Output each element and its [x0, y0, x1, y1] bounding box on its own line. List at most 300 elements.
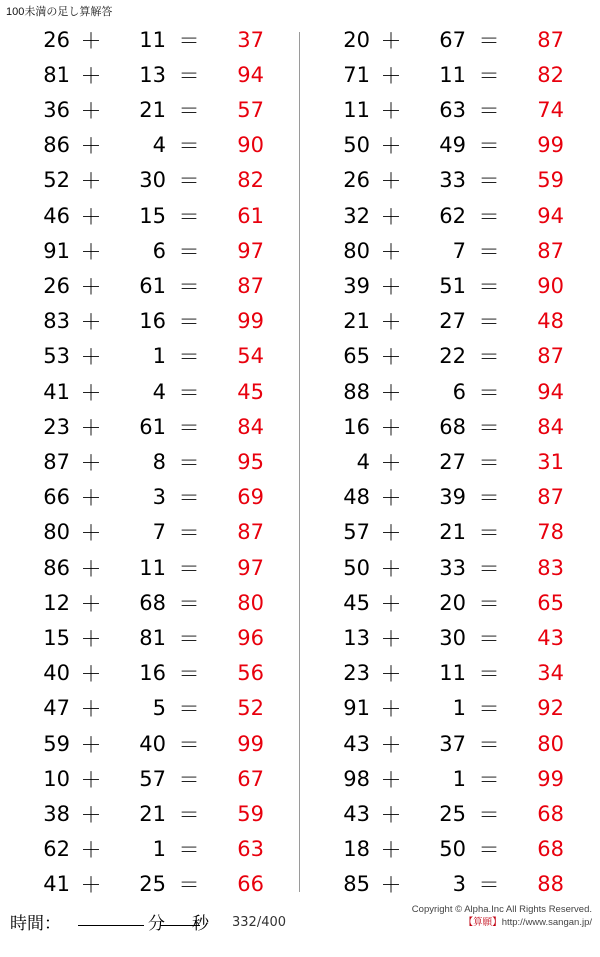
answer-value: 88	[537, 872, 564, 897]
answer-value: 87	[537, 485, 564, 510]
problem-row	[10, 374, 290, 409]
plus-icon: ＋	[80, 415, 102, 440]
operand-b: 6	[452, 379, 466, 404]
problem-row	[10, 409, 290, 444]
problem-row	[10, 726, 290, 761]
operand-b: 27	[439, 309, 466, 334]
plus-icon: ＋	[380, 697, 402, 722]
problem-row	[310, 726, 590, 761]
operand-b: 50	[439, 837, 466, 862]
operand-a: 16	[343, 414, 370, 439]
operand-b: 5	[152, 696, 166, 721]
answer-value: 61	[237, 203, 264, 228]
problem-row	[310, 761, 590, 796]
operand-b: 25	[139, 872, 166, 897]
answer-value: 68	[537, 837, 564, 862]
operand-b: 22	[439, 344, 466, 369]
plus-icon: ＋	[80, 873, 102, 898]
equals-icon: ＝	[478, 310, 500, 335]
equals-icon: ＝	[178, 486, 200, 511]
operand-b: 57	[139, 766, 166, 791]
problem-row	[10, 339, 290, 374]
plus-icon: ＋	[80, 662, 102, 687]
plus-icon: ＋	[80, 451, 102, 476]
problem-row	[310, 339, 590, 374]
answer-value: 45	[237, 379, 264, 404]
operand-b: 13	[139, 62, 166, 87]
problem-row	[10, 515, 290, 550]
problem-row	[310, 832, 590, 867]
plus-icon: ＋	[380, 28, 402, 53]
operand-a: 39	[343, 274, 370, 299]
operand-b: 33	[439, 168, 466, 193]
page-number: 332/400	[232, 915, 287, 930]
answer-value: 48	[537, 309, 564, 334]
problem-row	[10, 656, 290, 691]
answer-value: 84	[237, 414, 264, 439]
operand-a: 62	[43, 837, 70, 862]
operand-b: 8	[152, 450, 166, 475]
answer-value: 90	[237, 133, 264, 158]
answer-value: 66	[237, 872, 264, 897]
equals-icon: ＝	[478, 521, 500, 546]
operand-a: 41	[43, 872, 70, 897]
operand-a: 18	[343, 837, 370, 862]
answer-value: 99	[237, 309, 264, 334]
time-label: 時間：	[10, 914, 61, 934]
operand-a: 20	[343, 27, 370, 52]
equals-icon: ＝	[178, 662, 200, 687]
operand-a: 12	[43, 590, 70, 615]
answer-value: 74	[537, 98, 564, 122]
operand-b: 68	[439, 414, 466, 439]
operand-b: 11	[439, 661, 466, 686]
answer-value: 97	[237, 555, 264, 580]
operand-b: 33	[439, 555, 466, 580]
plus-icon: ＋	[380, 275, 402, 300]
operand-a: 26	[343, 168, 370, 193]
plus-icon: ＋	[380, 345, 402, 370]
operand-a: 50	[343, 133, 370, 158]
minutes-blank	[78, 925, 144, 926]
answer-value: 99	[537, 766, 564, 791]
answer-value: 82	[237, 168, 264, 193]
operand-a: 46	[43, 203, 70, 228]
plus-icon: ＋	[380, 873, 402, 898]
problem-row	[310, 268, 590, 303]
problem-row	[10, 163, 290, 198]
operand-b: 1	[152, 344, 166, 369]
equals-icon: ＝	[478, 627, 500, 652]
operand-b: 49	[439, 133, 466, 158]
answer-value: 87	[237, 274, 264, 299]
equals-icon: ＝	[478, 415, 500, 440]
operand-b: 21	[139, 98, 166, 122]
answer-value: 80	[237, 590, 264, 615]
operand-b: 1	[452, 766, 466, 791]
problem-row	[310, 128, 590, 163]
plus-icon: ＋	[380, 627, 402, 652]
answer-value: 34	[537, 661, 564, 686]
page-footer	[0, 895, 600, 957]
plus-icon: ＋	[380, 63, 402, 88]
plus-icon: ＋	[380, 204, 402, 229]
operand-b: 30	[139, 168, 166, 193]
plus-icon: ＋	[380, 521, 402, 546]
operand-a: 80	[43, 520, 70, 545]
answer-value: 65	[537, 590, 564, 615]
equals-icon: ＝	[178, 767, 200, 792]
plus-icon: ＋	[380, 239, 402, 264]
operand-a: 66	[43, 485, 70, 510]
equals-icon: ＝	[178, 838, 200, 863]
plus-icon: ＋	[380, 486, 402, 511]
equals-icon: ＝	[478, 345, 500, 370]
operand-a: 98	[343, 766, 370, 791]
plus-icon: ＋	[80, 627, 102, 652]
operand-b: 25	[439, 802, 466, 827]
equals-icon: ＝	[178, 591, 200, 616]
equals-icon: ＝	[478, 204, 500, 229]
second-unit-label: 秒	[192, 914, 209, 934]
equals-icon: ＝	[478, 99, 500, 123]
equals-icon: ＝	[478, 239, 500, 264]
plus-icon: ＋	[380, 415, 402, 440]
operand-a: 81	[43, 62, 70, 87]
equals-icon: ＝	[478, 873, 500, 898]
problem-row	[310, 515, 590, 550]
answer-value: 99	[537, 133, 564, 158]
operand-a: 13	[343, 626, 370, 651]
answer-value: 94	[237, 62, 264, 87]
plus-icon: ＋	[380, 169, 402, 194]
plus-icon: ＋	[80, 380, 102, 405]
plus-icon: ＋	[80, 204, 102, 229]
answer-value: 56	[237, 661, 264, 686]
problem-row	[310, 198, 590, 233]
plus-icon: ＋	[380, 838, 402, 863]
answer-value: 87	[537, 27, 564, 52]
operand-a: 86	[43, 555, 70, 580]
plus-icon: ＋	[380, 767, 402, 792]
equals-icon: ＝	[178, 28, 200, 53]
operand-b: 30	[439, 626, 466, 651]
problem-columns	[0, 22, 600, 902]
operand-a: 88	[343, 379, 370, 404]
operand-b: 6	[152, 238, 166, 263]
plus-icon: ＋	[80, 28, 102, 53]
operand-b: 7	[152, 520, 166, 545]
problem-row	[10, 620, 290, 655]
answer-value: 87	[237, 520, 264, 545]
equals-icon: ＝	[478, 662, 500, 687]
operand-b: 37	[439, 731, 466, 756]
equals-icon: ＝	[178, 873, 200, 898]
equals-icon: ＝	[178, 63, 200, 88]
equals-icon: ＝	[478, 486, 500, 511]
right-problem-column	[300, 22, 600, 902]
answer-value: 87	[537, 344, 564, 369]
equals-icon: ＝	[478, 169, 500, 194]
operand-a: 87	[43, 450, 70, 475]
copyright-block	[412, 903, 592, 929]
problem-row	[10, 57, 290, 92]
operand-a: 36	[43, 98, 70, 122]
operand-a: 45	[343, 590, 370, 615]
operand-b: 4	[152, 379, 166, 404]
equals-icon: ＝	[178, 521, 200, 546]
equals-icon: ＝	[178, 803, 200, 828]
operand-a: 15	[43, 626, 70, 651]
page-title: 100未満の足し算解答	[6, 6, 113, 18]
plus-icon: ＋	[80, 697, 102, 722]
problem-row	[10, 761, 290, 796]
plus-icon: ＋	[80, 99, 102, 123]
plus-icon: ＋	[380, 556, 402, 581]
equals-icon: ＝	[478, 63, 500, 88]
plus-icon: ＋	[380, 591, 402, 616]
plus-icon: ＋	[80, 521, 102, 546]
operand-a: 65	[343, 344, 370, 369]
answer-value: 92	[537, 696, 564, 721]
answer-value: 94	[537, 379, 564, 404]
operand-b: 11	[139, 555, 166, 580]
problem-row	[310, 620, 590, 655]
left-problem-column	[0, 22, 300, 902]
answer-value: 95	[237, 450, 264, 475]
operand-b: 67	[439, 27, 466, 52]
plus-icon: ＋	[80, 556, 102, 581]
answer-value: 82	[537, 62, 564, 87]
answer-value: 59	[537, 168, 564, 193]
equals-icon: ＝	[478, 591, 500, 616]
answer-value: 97	[237, 238, 264, 263]
operand-a: 43	[343, 731, 370, 756]
operand-b: 3	[452, 872, 466, 897]
operand-a: 83	[43, 309, 70, 334]
plus-icon: ＋	[380, 99, 402, 123]
problem-row	[10, 480, 290, 515]
plus-icon: ＋	[80, 239, 102, 264]
operand-a: 38	[43, 802, 70, 827]
operand-a: 57	[343, 520, 370, 545]
equals-icon: ＝	[178, 732, 200, 757]
operand-a: 59	[43, 731, 70, 756]
answer-value: 83	[537, 555, 564, 580]
operand-a: 43	[343, 802, 370, 827]
plus-icon: ＋	[80, 732, 102, 757]
problem-row	[10, 233, 290, 268]
equals-icon: ＝	[178, 627, 200, 652]
answer-value: 59	[237, 802, 264, 827]
operand-a: 91	[343, 696, 370, 721]
problem-row	[310, 304, 590, 339]
operand-a: 53	[43, 344, 70, 369]
problem-row	[310, 691, 590, 726]
equals-icon: ＝	[178, 380, 200, 405]
plus-icon: ＋	[80, 275, 102, 300]
plus-icon: ＋	[80, 486, 102, 511]
operand-b: 16	[139, 661, 166, 686]
problem-row	[310, 585, 590, 620]
answer-value: 31	[537, 450, 564, 475]
plus-icon: ＋	[80, 169, 102, 194]
problem-row	[10, 198, 290, 233]
operand-a: 52	[43, 168, 70, 193]
plus-icon: ＋	[80, 838, 102, 863]
plus-icon: ＋	[80, 63, 102, 88]
operand-b: 7	[452, 238, 466, 263]
operand-a: 40	[43, 661, 70, 686]
answer-value: 52	[237, 696, 264, 721]
problem-row	[310, 92, 590, 127]
equals-icon: ＝	[478, 275, 500, 300]
problem-row	[10, 585, 290, 620]
operand-a: 26	[43, 274, 70, 299]
equals-icon: ＝	[478, 838, 500, 863]
problem-row	[310, 163, 590, 198]
plus-icon: ＋	[80, 310, 102, 335]
problem-row	[310, 409, 590, 444]
operand-a: 4	[356, 450, 370, 475]
problem-row	[10, 268, 290, 303]
problem-row	[10, 444, 290, 479]
answer-value: 43	[537, 626, 564, 651]
operand-b: 21	[139, 802, 166, 827]
operand-a: 23	[43, 414, 70, 439]
problem-row	[10, 550, 290, 585]
operand-b: 39	[439, 485, 466, 510]
operand-a: 80	[343, 238, 370, 263]
answer-value: 90	[537, 274, 564, 299]
operand-a: 32	[343, 203, 370, 228]
equals-icon: ＝	[478, 451, 500, 476]
operand-a: 41	[43, 379, 70, 404]
operand-b: 20	[439, 590, 466, 615]
equals-icon: ＝	[178, 204, 200, 229]
equals-icon: ＝	[478, 556, 500, 581]
equals-icon: ＝	[178, 556, 200, 581]
answer-value: 67	[237, 766, 264, 791]
problem-row	[310, 796, 590, 831]
operand-a: 11	[343, 98, 370, 122]
operand-b: 61	[139, 414, 166, 439]
answer-value: 54	[237, 344, 264, 369]
operand-b: 16	[139, 309, 166, 334]
operand-b: 68	[139, 590, 166, 615]
plus-icon: ＋	[80, 345, 102, 370]
operand-b: 63	[439, 98, 466, 122]
answer-value: 37	[237, 27, 264, 52]
answer-value: 57	[237, 98, 264, 122]
operand-a: 26	[43, 27, 70, 52]
plus-icon: ＋	[380, 732, 402, 757]
operand-b: 4	[152, 133, 166, 158]
operand-b: 11	[139, 27, 166, 52]
operand-a: 85	[343, 872, 370, 897]
answer-value: 63	[237, 837, 264, 862]
equals-icon: ＝	[178, 310, 200, 335]
plus-icon: ＋	[80, 134, 102, 159]
answer-value: 78	[537, 520, 564, 545]
problem-row	[10, 691, 290, 726]
problem-row	[10, 304, 290, 339]
plus-icon: ＋	[380, 662, 402, 687]
operand-a: 23	[343, 661, 370, 686]
problem-row	[10, 796, 290, 831]
equals-icon: ＝	[178, 239, 200, 264]
equals-icon: ＝	[478, 767, 500, 792]
problem-row	[310, 444, 590, 479]
answer-value: 80	[537, 731, 564, 756]
problem-row	[310, 22, 590, 57]
minute-unit-label: 分	[148, 914, 165, 934]
problem-row	[10, 832, 290, 867]
equals-icon: ＝	[478, 803, 500, 828]
plus-icon: ＋	[380, 134, 402, 159]
operand-a: 10	[43, 766, 70, 791]
operand-b: 40	[139, 731, 166, 756]
answer-value: 84	[537, 414, 564, 439]
operand-a: 71	[343, 62, 370, 87]
equals-icon: ＝	[478, 732, 500, 757]
operand-b: 51	[439, 274, 466, 299]
plus-icon: ＋	[80, 591, 102, 616]
answer-value: 69	[237, 485, 264, 510]
operand-a: 50	[343, 555, 370, 580]
problem-row	[310, 233, 590, 268]
equals-icon: ＝	[178, 415, 200, 440]
operand-b: 11	[439, 62, 466, 87]
problem-row	[310, 57, 590, 92]
operand-a: 47	[43, 696, 70, 721]
operand-b: 61	[139, 274, 166, 299]
answer-value: 68	[537, 802, 564, 827]
problem-row	[310, 550, 590, 585]
equals-icon: ＝	[178, 99, 200, 123]
equals-icon: ＝	[178, 697, 200, 722]
problem-row	[310, 480, 590, 515]
equals-icon: ＝	[178, 169, 200, 194]
operand-b: 81	[139, 626, 166, 651]
site-url: http://www.sangan.jp/	[501, 917, 592, 928]
operand-a: 91	[43, 238, 70, 263]
operand-b: 1	[152, 837, 166, 862]
equals-icon: ＝	[178, 134, 200, 159]
problem-row	[10, 92, 290, 127]
plus-icon: ＋	[380, 803, 402, 828]
plus-icon: ＋	[80, 767, 102, 792]
answer-value: 99	[237, 731, 264, 756]
column-divider	[299, 32, 300, 892]
operand-b: 62	[439, 203, 466, 228]
operand-a: 48	[343, 485, 370, 510]
plus-icon: ＋	[380, 380, 402, 405]
problem-row	[310, 656, 590, 691]
plus-icon: ＋	[80, 803, 102, 828]
operand-a: 86	[43, 133, 70, 158]
answer-value: 96	[237, 626, 264, 651]
equals-icon: ＝	[478, 134, 500, 159]
answer-value: 87	[537, 238, 564, 263]
equals-icon: ＝	[478, 380, 500, 405]
operand-a: 21	[343, 309, 370, 334]
brand-label: 【算願】	[463, 917, 502, 928]
plus-icon: ＋	[380, 310, 402, 335]
operand-b: 3	[152, 485, 166, 510]
operand-b: 27	[439, 450, 466, 475]
copyright-line: Copyright © Alpha.Inc All Rights Reserved.	[411, 904, 592, 915]
